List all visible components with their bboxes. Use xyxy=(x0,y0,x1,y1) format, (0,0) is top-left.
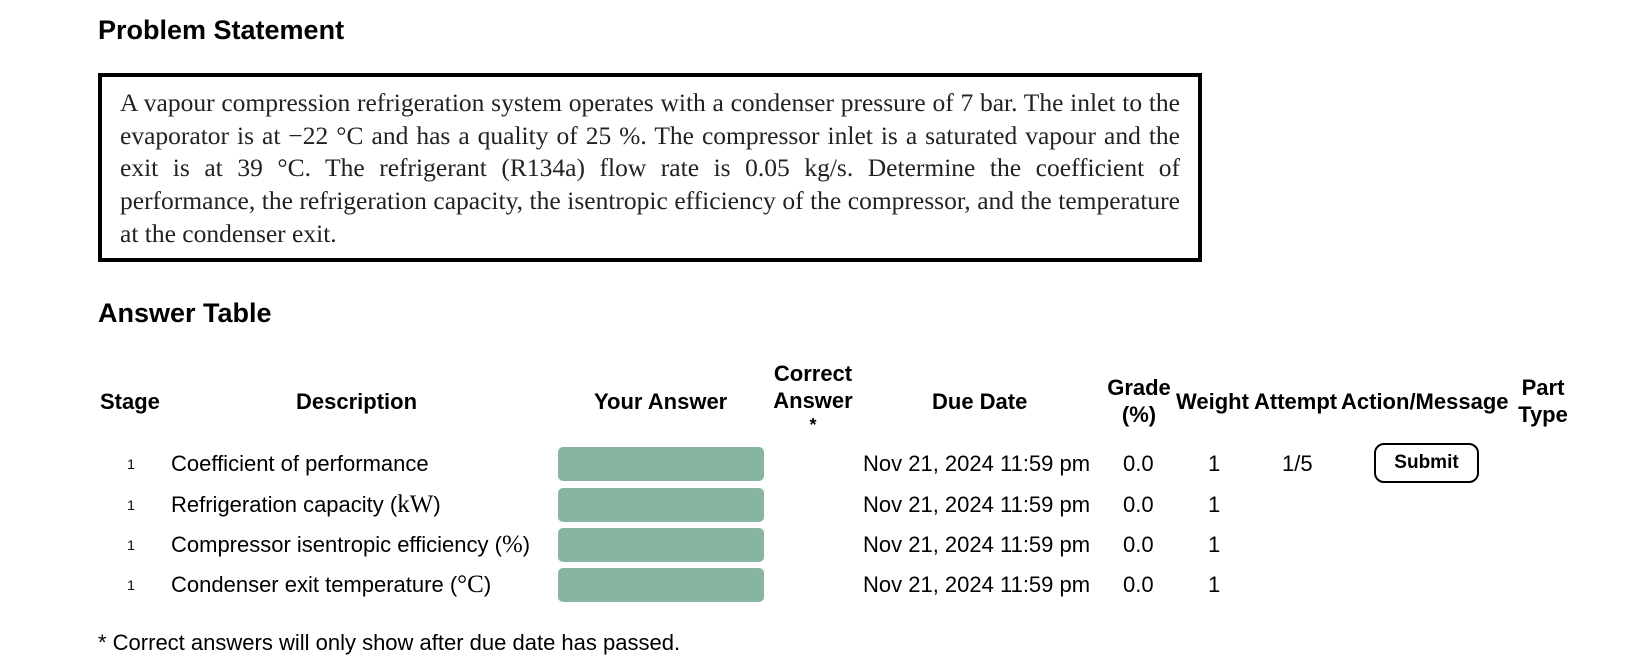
stage-cell: 1 xyxy=(127,497,135,513)
answer-input[interactable] xyxy=(558,447,764,481)
stage-cell: 1 xyxy=(127,456,135,472)
stage-cell: 1 xyxy=(127,577,135,593)
grade-cell: 0.0 xyxy=(1123,572,1154,597)
correct-answer-footnote: * Correct answers will only show after due date has passed. xyxy=(98,630,681,655)
description-text: Refrigeration capacity ( xyxy=(171,492,398,517)
problem-statement-box xyxy=(98,73,1202,262)
weight-cell: 1 xyxy=(1208,532,1221,557)
header-correct-answer-line2: Answer xyxy=(773,388,853,413)
header-grade-line1: Grade xyxy=(1107,375,1171,400)
weight-cell: 1 xyxy=(1208,451,1221,476)
weight-cell: 1 xyxy=(1208,572,1221,597)
description-text: Coefficient of performance xyxy=(171,451,429,476)
header-your-answer: Your Answer xyxy=(594,389,728,414)
stage-cell: 1 xyxy=(127,537,135,553)
submit-button[interactable]: Submit xyxy=(1374,443,1479,483)
description-close: ) xyxy=(483,572,492,597)
header-part-type-line1: Part xyxy=(1521,375,1565,400)
due-date-cell: Nov 21, 2024 11:59 pm xyxy=(863,492,1091,517)
attempt-cell: 1/5 xyxy=(1282,451,1313,476)
answer-input[interactable] xyxy=(558,488,764,522)
grade-cell: 0.0 xyxy=(1123,532,1154,557)
header-action-message: Action/Message xyxy=(1341,389,1509,414)
header-description: Description xyxy=(296,389,418,414)
problem-statement-text: A vapour compression refrigeration system operates with a condenser pressure of 7 bar. The inlet to the evaporator is at −22 °C and has a quality of 25 %. The compressor inlet is a saturated vapour and the exit is at 39 °C. The refrigerant (R134a) flow rate is 0.05 kg/s. Determine the coefficient of performance, the refrigeration capacity, the isentropic efficiency of the compressor, and the temperature at the condenser exit. xyxy=(120,88,1180,248)
description-close: ) xyxy=(522,532,531,557)
weight-cell: 1 xyxy=(1208,492,1221,517)
answer-table-heading: Answer Table xyxy=(98,298,272,328)
description-text: Compressor isentropic efficiency ( xyxy=(171,532,502,557)
description-cell xyxy=(171,532,530,558)
unit-text: % xyxy=(501,531,523,558)
unit-text: kW xyxy=(397,491,434,518)
description-cell xyxy=(171,492,441,518)
unit-text: °C xyxy=(457,571,484,598)
description-close: ) xyxy=(433,492,441,517)
answer-input[interactable] xyxy=(558,528,764,562)
header-stage: Stage xyxy=(100,389,160,414)
header-attempt: Attempt xyxy=(1254,389,1338,414)
header-grade xyxy=(1104,374,1174,428)
header-correct-answer-line1: Correct xyxy=(773,361,853,386)
description-cell xyxy=(171,451,429,477)
header-correct-answer xyxy=(770,360,856,436)
grade-cell: 0.0 xyxy=(1123,451,1154,476)
due-date-cell: Nov 21, 2024 11:59 pm xyxy=(863,451,1091,476)
header-due-date: Due Date xyxy=(932,389,1028,414)
description-text: Condenser exit temperature ( xyxy=(171,572,458,597)
due-date-cell: Nov 21, 2024 11:59 pm xyxy=(863,532,1091,557)
header-grade-line2: (%) xyxy=(1121,402,1157,427)
header-weight: Weight xyxy=(1176,389,1249,414)
header-part-type xyxy=(1516,374,1570,428)
grade-cell: 0.0 xyxy=(1123,492,1154,517)
description-cell xyxy=(171,572,491,598)
answer-input[interactable] xyxy=(558,568,764,602)
due-date-cell: Nov 21, 2024 11:59 pm xyxy=(863,572,1091,597)
problem-statement-heading: Problem Statement xyxy=(98,15,345,45)
header-correct-answer-asterisk: * xyxy=(809,415,817,435)
header-part-type-line2: Type xyxy=(1518,402,1568,427)
